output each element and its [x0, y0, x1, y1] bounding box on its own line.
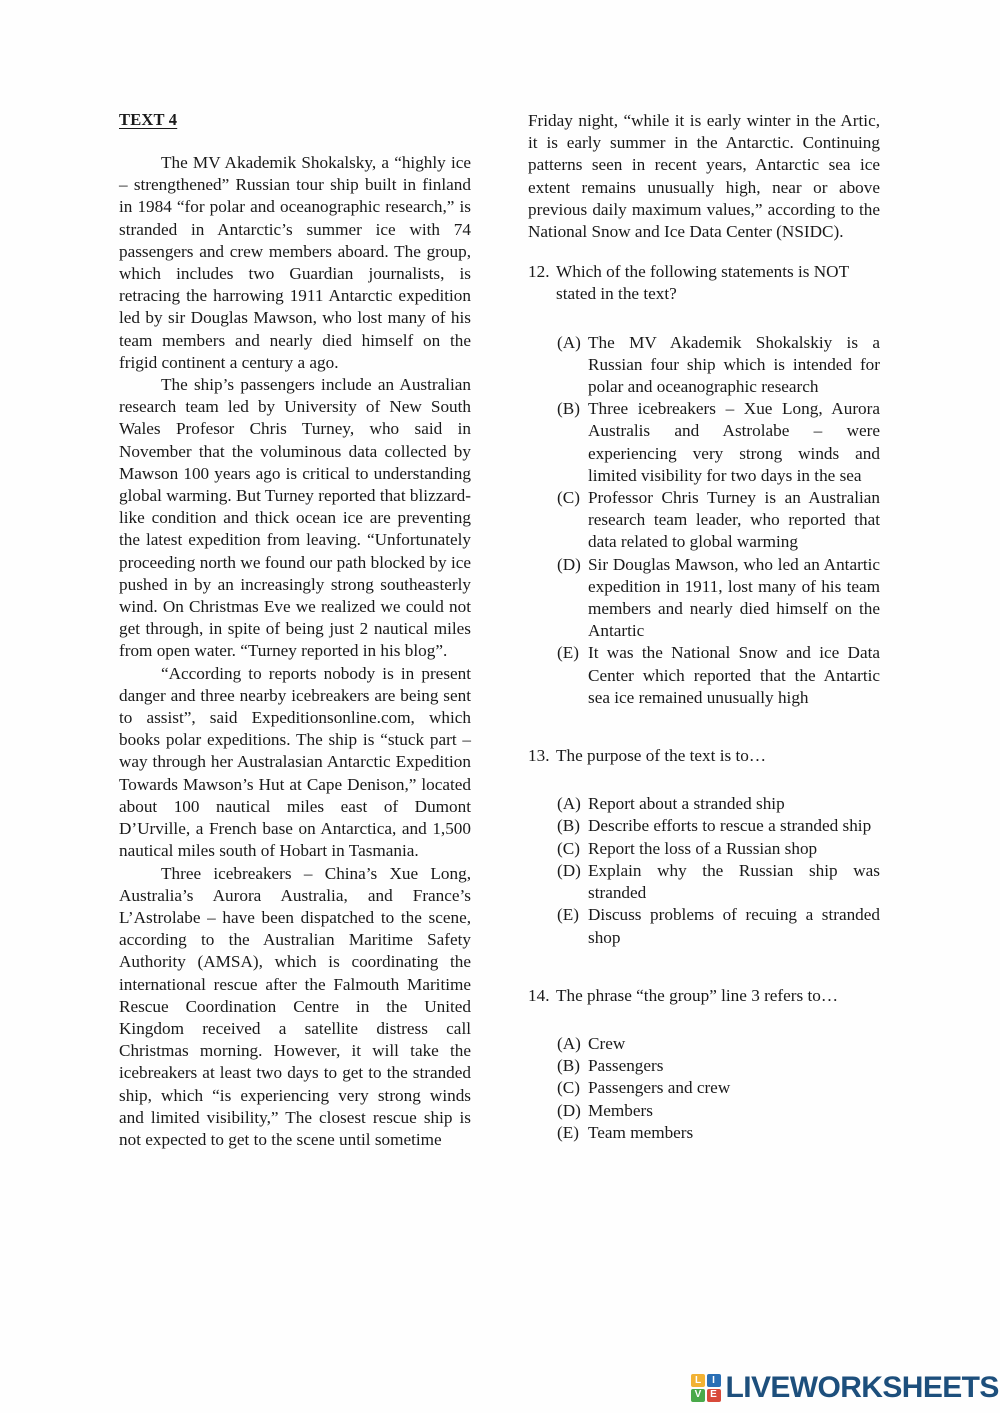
option-12-a-label: (A) [557, 332, 581, 352]
right-column [528, 110, 880, 1150]
option-12-e[interactable] [528, 642, 880, 709]
spacer [528, 715, 880, 745]
logo-cell-e: E [707, 1389, 721, 1402]
option-13-d-label: (D) [557, 860, 581, 880]
logo-cell-i: I [707, 1374, 721, 1387]
option-13-c-text: Report the loss of a Russian shop [588, 838, 818, 858]
option-13-a[interactable] [528, 793, 880, 815]
reading-paragraph-1: The MV Akademik Shokalsky, a “highly ice – strengthened” Russian tour ship built in finland in 1984 “for polar and oceanographic research,” is stranded in Antarctic’s summer ice with 74 passengers and crew members aboard. The group, which includes two Guardian journalists, is retracing the harrowing 1911 Antarctic expedition led by sir Douglas Mawson, who lost many of his team members and nearly died himself on the frigid continent a century a ago. [119, 153, 471, 372]
question-14-number: 14. [528, 985, 550, 1005]
page-title: TEXT 4 [119, 110, 178, 129]
question-13-prompt: The purpose of the text is to… [556, 746, 767, 766]
reading-paragraph-continuation: Friday night, “while it is early winter in the Artic, it is early summer in the Antarctic. Continuing patterns seen in recent years, Antarctic sea ice extent remains unusually high, near or above previous daily maximum values,” according to the National Snow and Ice Data Center (NSIDC). [528, 111, 880, 242]
reading-paragraph-2: The ship’s passengers include an Australian research team led by University of New South Wales Profesor Chris Turney, who said in November that the voluminous data collected by Mawson 100 years ago is critical to understanding global warming. But Turney reported that blizzard-like condition and thick ocean ice are preventing the latest expedition from leaving. “Unfortunately proceeding north we found our path blocked by ice pushed in by an increasingly strong southeasterly wind. On Christmas Eve we realized we could not get through, in spite of being just 2 nautical miles from open water. “Turney reported in his blog”. [119, 375, 471, 661]
option-12-b-text: Three icebreakers – Xue Long, Aurora Australis and Astrolabe – were experiencing very strong winds and limited visibility for two days in the sea [588, 399, 880, 485]
option-14-b-label: (B) [557, 1056, 580, 1076]
live-blocks-icon [691, 1374, 721, 1402]
option-12-a[interactable] [528, 332, 880, 399]
option-13-a-text: Report about a stranded ship [588, 794, 785, 814]
question-12-number: 12. [528, 262, 550, 282]
option-14-a-label: (A) [557, 1033, 581, 1053]
option-13-c[interactable] [528, 838, 880, 860]
option-12-e-text: It was the National Snow and ice Data Center which reported that the Antartic sea ice remained unusually high [588, 643, 880, 707]
question-12-options [528, 332, 880, 709]
question-13 [528, 745, 880, 949]
spacer [528, 781, 880, 793]
option-12-c[interactable] [528, 487, 880, 554]
option-12-d[interactable] [528, 554, 880, 643]
option-12-b[interactable] [528, 398, 880, 487]
question-14-prompt-line [528, 985, 880, 1007]
option-13-b[interactable] [528, 815, 880, 837]
liveworksheets-logo [691, 1373, 999, 1403]
option-14-e[interactable] [528, 1122, 880, 1144]
option-14-e-text: Team members [588, 1122, 694, 1142]
option-14-c-text: Passengers and crew [588, 1078, 731, 1098]
logo-wordmark: LIVEWORKSHEETS [725, 1371, 999, 1404]
option-14-d-text: Members [588, 1100, 653, 1120]
option-13-d[interactable] [528, 860, 880, 904]
option-14-a-text: Crew [588, 1033, 626, 1053]
option-12-d-text: Sir Douglas Mawson, who led an Antartic expedition in 1911, lost many of his team members and nearly died himself on the Antartic [588, 554, 880, 641]
option-14-b-text: Passengers [588, 1056, 664, 1076]
option-13-e-label: (E) [557, 905, 579, 925]
question-12 [528, 261, 880, 709]
option-12-b-label: (B) [557, 399, 580, 419]
question-14-options [528, 1033, 880, 1144]
question-13-prompt-line [528, 745, 880, 767]
question-14-prompt: The phrase “the group” line 3 refers to… [556, 985, 839, 1005]
option-12-d-label: (D) [557, 554, 581, 574]
option-14-a[interactable] [528, 1033, 880, 1055]
spacer [528, 1021, 880, 1033]
option-14-d-label: (D) [557, 1100, 581, 1120]
option-13-b-label: (B) [557, 816, 580, 836]
option-13-b-text: Describe efforts to rescue a stranded ship [588, 816, 872, 836]
option-13-e[interactable] [528, 904, 880, 948]
option-12-c-label: (C) [557, 488, 580, 508]
option-13-d-text: Explain why the Russian ship was stranded [588, 860, 880, 903]
option-14-d[interactable] [528, 1100, 880, 1122]
option-14-b[interactable] [528, 1055, 880, 1077]
left-column [119, 110, 471, 1151]
option-13-c-label: (C) [557, 838, 580, 858]
logo-cell-v: V [691, 1389, 705, 1402]
option-13-e-text: Discuss problems of recuing a stranded shop [588, 905, 880, 947]
reading-paragraph-4: Three icebreakers – China’s Xue Long, Australia’s Aurora Australia, and France’s L’Astrolabe – have been dispatched to the scene, according to the Australian Maritime Safety Authority (AMSA), which is coordinating the international rescue after the Falmouth Maritime Rescue Coordination Centre in the United Kingdom received a satellite distress call Christmas morning. However, it will take the icebreakers at least two days to get to the stranded ship, which “is experiencing very strong winds and limited visibility,” The closest rescue ship is not expected to get to the scene until sometime [119, 863, 471, 1149]
question-12-prompt: Which of the following statements is NOT stated in the text? [556, 262, 849, 304]
option-12-c-text: Professor Chris Turney is an Australian research team leader, who reported that data related to global warming [588, 488, 880, 552]
reading-paragraph-3: “According to reports nobody is in present danger and three nearby icebreakers are being sent to assist”, said Expeditionsonline.com, which books polar expeditions. The ship is “stuck part – way through her Australasian Antarctic Expedition Towards Mawson’s Hut at Cape Denison,” located about 100 nautical miles east of Dumont D’Urville, a French base on Antarctica, and 1,500 nautical miles south of Hobart in Tasmania. [119, 663, 471, 861]
option-14-c-label: (C) [557, 1078, 580, 1098]
spacer [528, 320, 880, 332]
question-13-options [528, 793, 880, 948]
spacer [528, 955, 880, 985]
logo-cell-l: L [691, 1374, 705, 1387]
question-14 [528, 985, 880, 1144]
option-12-e-label: (E) [557, 643, 579, 663]
option-13-a-label: (A) [557, 794, 581, 814]
option-14-c[interactable] [528, 1077, 880, 1099]
option-14-e-label: (E) [557, 1122, 579, 1142]
question-13-number: 13. [528, 746, 550, 766]
option-12-a-text: The MV Akademik Shokalskiy is a Russian four ship which is intended for polar and oceanographic research [588, 332, 880, 397]
question-12-prompt-line [528, 261, 880, 305]
